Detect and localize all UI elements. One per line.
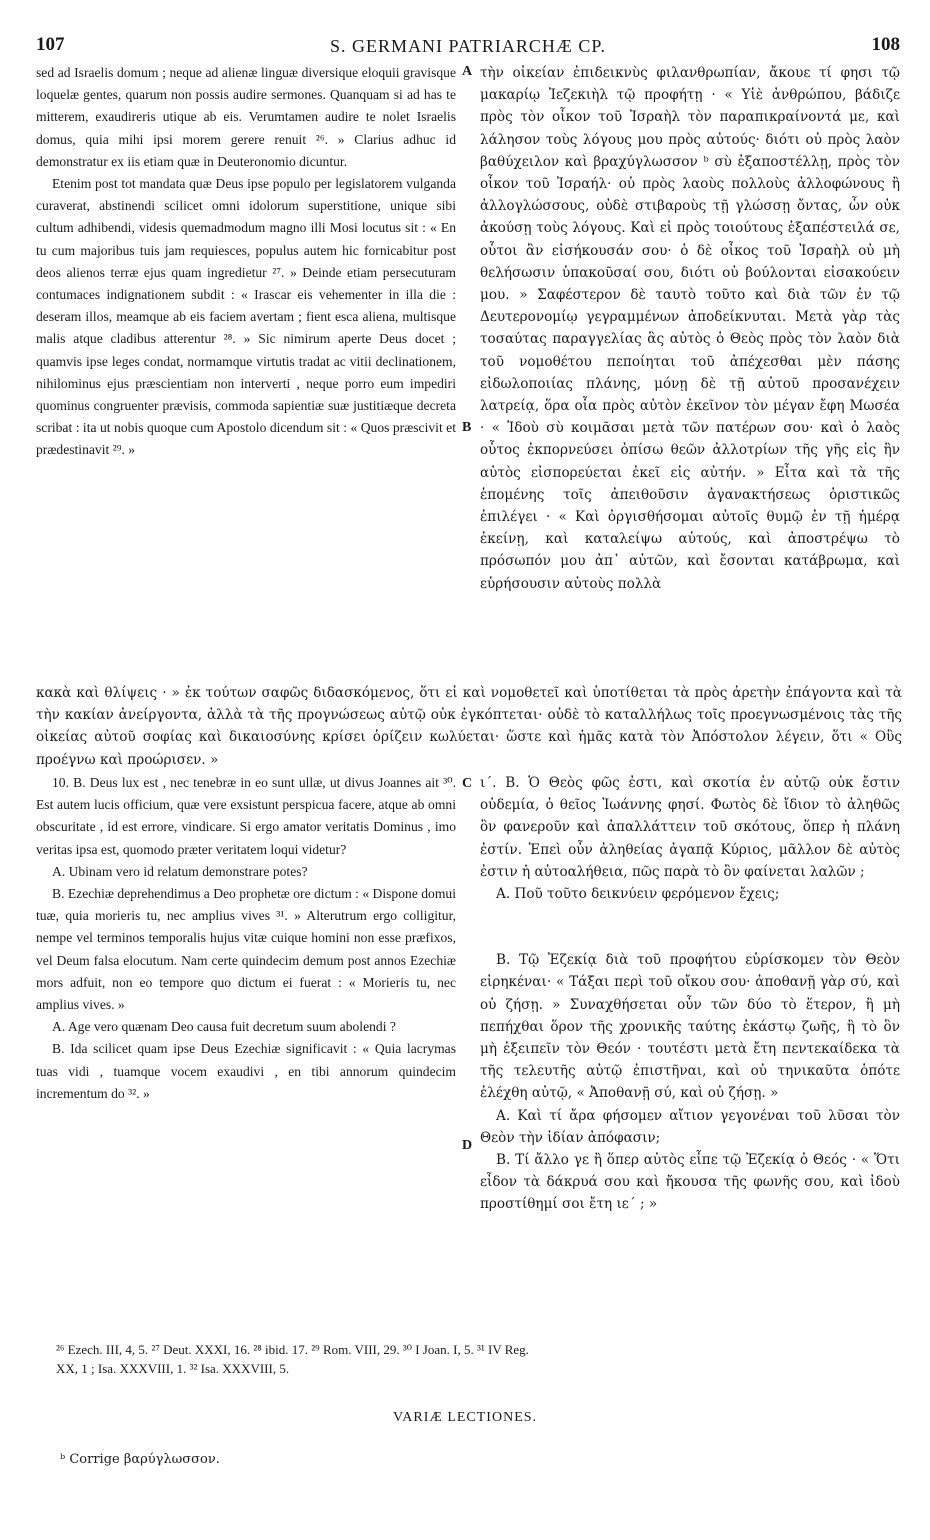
greek-paragraph: Α. Ποῦ τοῦτο δεικνύειν φερόμενον ἔχεις; bbox=[496, 886, 780, 903]
margin-marker-d: D bbox=[462, 1138, 473, 1153]
page-number-left: 107 bbox=[36, 34, 65, 55]
variant-reading-note: ᵇ Corrige βαρύγλωσσον. bbox=[60, 1452, 220, 1467]
greek-paragraph: Β. Τί ἄλλο γε ἢ ὅπερ αὐτὸς εἶπε τῷ Ἐζεκίᾳ ὁ Θεός · « Ὅτι εἶδον τὰ δάκρυά σου καὶ ἤκουσα τῆς φωνῆς σου, καὶ ἰδοὺ προστίθημί σοι ἔτη ιε΄ ; » bbox=[480, 1152, 900, 1213]
latin-paragraph: 10. B. Deus lux est , nec tenebræ in eo sunt ullæ, ut divus Joannes ait ³⁰. Est autem lucis officium, quæ vere exsistunt perspicua facere, atque ab omni obscuritate , id est errore, vindicare. Si ergo amator veritatis Dominus , imo veritas ipsa est, quomodo præter veritatem loqui videtur? bbox=[36, 775, 456, 857]
margin-marker-b: B bbox=[462, 420, 472, 435]
greek-paragraph: Α. Καὶ τί ἄρα φήσομεν αἴτιον γεγονέναι τοῦ λῦσαι τὸν Θεὸν τὴν ἰδίαν ἀπόφασιν; bbox=[480, 1107, 900, 1146]
greek-column-lower bbox=[480, 772, 900, 1216]
latin-column-lower bbox=[36, 772, 456, 1105]
latin-paragraph: B. Ida scilicet quam ipse Deus Ezechiæ significavit : « Quia lacrymas tuas vidi , tuamque vocem exaudivi , en tibi annorum quindecim incrementum do ³². » bbox=[36, 1041, 456, 1101]
greek-column-upper bbox=[480, 62, 900, 595]
footnotes bbox=[56, 1340, 902, 1378]
greek-paragraph: Β. Τῷ Ἐζεκίᾳ διὰ τοῦ προφήτου εὑρίσκομεν τὸν Θεὸν εἰρηκέναι· « Τάξαι περὶ τοῦ οἴκου σου· ἀποθανῇ γὰρ σύ, καὶ οὐ ζήσῃ. » Συναχθήσεται οὖν τῶν δύο τὸ ἕτερον, ἢ μὴ πεπήχθαι ὅρον τῆς χρονικῆς ταύτης ἑκάστῳ ζωῆς, ἢ τὸ ὂν μὴ ἐξειπεῖν τὸν Θεόν · τουτέστι μετὰ ἔτη πεντεκαίδεκα τὰ τῆς τελευτῆς αὐτῷ ἐπιστῆναι, καὶ οὐ τηνικαῦτα ὁπότε ἐλέχθη αὐτῷ, « Ἀποθανῇ σύ, καὶ οὐ ζήσῃ. » bbox=[480, 952, 900, 1102]
greek-paragraph: τὴν οἰκείαν ἐπιδεικνὺς φιλανθρωπίαν, ἄκουε τί φησι τῷ μακαρίῳ Ἰεζεκιὴλ τῷ προφήτῃ · « Υἱὲ ἀνθρώπου, βάδιζε πρὸς τὸν οἶκον τοῦ Ἰσραὴλ τὸν παραπικραίνοντά με, καὶ λάλησον τοὺς λόγους μου πρὸς αὐτούς· διότι οὐ πρὸς λαὸν βαθύχειλον καὶ βραχύγλωσσον ᵇ σὺ ἐξαποστέλλῃ, πρὸς τὸν οἶκον τοῦ Ἰσραήλ· οὐ πρὸς λαοὺς πολλοὺς ἀλλοφώνους ἢ ἀλλογλώσσους, οὐδὲ στιβαροὺς τῇ γλώσσῃ ὄντας, ὧν οὐκ ἀκούσῃ τοὺς λόγους. Καὶ εἰ πρὸς τοιούτους ἐξαπέστειλά σε, οὗτοι ἂν εἰσήκουσάν σου· ὁ δὲ οἶκος τοῦ Ἰσραὴλ οὐ μὴ θελήσωσιν ὑπακοῦσαί σου, διότι οὐ βούλονται εἰσακούειν μου. » Σαφέστερον δὲ ταυτὸ τοῦτο καὶ διὰ τῶν ἐν τῷ Δευτερονομίῳ γεγραμμένων ἀποδείκνυται. Μετὰ γὰρ τὰς τοσαύτας παραγγελίας ἃς αὐτὸς ὁ Θεὸς πρὸς τὸν λαὸν διὰ τοῦ νομοθέτου πεποίηται τοῦ ἀπέχεσθαι μὲν πάσης εἰδωλοποιίας πλάνης, μόνῃ δὲ τῇ αὐτοῦ προσανέχειν λατρείᾳ, ὅρα οἷα πρὸς αὐτὸν ἐκεῖνον τὸν μέγαν ἔφη Μωσέα · « Ἰδοὺ σὺ κοιμᾶσαι μετὰ τῶν πατέρων σου· καὶ ὁ λαὸς οὗτος ἐκπορνεύσει ὀπίσω θεῶν ἀλλοτρίων τῆς γῆς εἰς ἣν αὐτὸς εἰσπορεύεται ἐκεῖ εἰς αὐτήν. » Εἶτα καὶ τὰ τῆς ἑπομένης τοῖς ἀπειθοῦσιν ἀγανακτήσεως ὁριστικῶς ἐπιλέγει · « Καὶ ὀργισθήσομαι αὐτοῖς θυμῷ ἐν τῇ ἡμέρᾳ ἐκείνῃ, καὶ καταλείψω αὐτούς, καὶ ἀποστρέψω τὸ πρόσωπόν μου ἀπ᾽ αὐτῶν, καὶ ἔσονται κατάβρωμα, καὶ εὑρήσουσιν αὐτοὺς πολλὰ bbox=[480, 65, 900, 592]
variae-lectiones-heading: VARIÆ LECTIONES. bbox=[392, 1410, 538, 1425]
margin-marker-a: A bbox=[462, 64, 473, 79]
page-number-right: 108 bbox=[871, 34, 900, 55]
latin-column-upper bbox=[36, 62, 456, 462]
running-header bbox=[36, 34, 900, 60]
greek-paragraph: ι΄. Β. Ὁ Θεὸς φῶς ἐστι, καὶ σκοτία ἐν αὐτῷ οὐκ ἔστιν οὐδεμία, ὁ θεῖος Ἰωάννης φησί. Φωτὸς δὲ ἴδιον τὸ ἀληθῶς ὂν φανεροῦν καὶ ἀπαλλάττειν τοῦ σκότους, ὅπερ ἡ πλάνη ἐστίν. Ἐπεὶ οὖν ἀληθείας ἀγαπᾷ Κύριος, μᾶλλον δὲ αὐτὸς ἐστιν ἡ αὐτοαλήθεια, πῶς παρὰ τὸ ὂν φαίνεται λαλῶν ; bbox=[480, 775, 900, 880]
margin-marker-c: C bbox=[462, 776, 473, 791]
footnote-line: ²⁶ Ezech. III, 4, 5. ²⁷ Deut. XXXI, 16. ²⁸ ibid. 17. ²⁹ Rom. VIII, 29. ³⁰ I Joan. I, 5. ³¹ IV Reg. bbox=[56, 1342, 529, 1357]
running-title: S. GERMANI PATRIARCHÆ CP. bbox=[330, 36, 606, 56]
greek-paragraph: κακὰ καὶ θλίψεις · » ἐκ τούτων σαφῶς διδασκόμενος, ὅτι εἰ καὶ νομοθετεῖ καὶ ὑποτίθεται τὰ πρὸς ἀρετὴν ἐπάγοντα καὶ τὰ τὴν κακίαν ἀνείργοντα, ἀλλὰ τὰ τῆς προγνώσεως αὐτῷ οὐκ ἐγκόπτεται· οὐδὲ τὸ καταλλήλως τοῖς προεγνωσμένοις τὰς τῆς οἰκείας αὐτοῦ σοφίας καὶ δικαιοσύνης κρίσει ὁρίζειν κωλύεται· ὥστε καὶ ἡμᾶς κατὰ τὸν Ἀπόστολον λέγειν, ὅτι « Οὓς προέγνω καὶ προώρισεν. » bbox=[36, 685, 902, 768]
footnote-line: XX, 1 ; Isa. XXXVIII, 1. ³² Isa. XXXVIII, 5. bbox=[56, 1361, 290, 1376]
latin-paragraph: A. Ubinam vero id relatum demonstrare potes? bbox=[52, 863, 308, 879]
latin-paragraph: sed ad Israelis domum ; neque ad alienæ linguæ diversique eloquii gravisque loquelæ gentes, quarum non possis audire sermones. Quanquam si ad has te mitterem, exaudireris utique ab eis. Verumtamen audire te nolet Israelis domus, quia mihi ipsi morem gerere renuit ²⁶. » Clarius adhuc id demonstratur ex iis etiam quæ in Deuteronomio dicuntur. bbox=[36, 65, 456, 169]
latin-paragraph: Etenim post tot mandata quæ Deus ipse populo per legislatorem vulganda curaverat, abstinendi scilicet omni idolorum superstitione, unique sibi cultum adhibendi, videsis quemadmodum magno illi Mosi locutus sit : « En tu cum majoribus tuis jam requiesces, populus autem hic fornicabitur post deos alienos terræ ejus quam ingredietur ²⁷. » Deinde etiam persecuturam contumaces indignationem subdit : « Irascar eis vehementer in illa die : deseram illos, meamque ab eis faciem avertam ; fient esca aliena, multisque malis atque cladibus atterentur ²⁸. » Sic nimirum aperte Deus docet ; quamvis ipse leges condat, normamque virtutis tradat ac vitii declinationem, nihilominus ejus præscientiam non interverti , neque porro eum impediri quominus congruenter prævisis, commoda sapientiæ suæ justitiæque decreta scribat : ita ut nobis quoque cum Apostolo dicendum sit : « Quos præscivit et prædestinavit ²⁹. » bbox=[36, 176, 456, 458]
latin-paragraph: A. Age vero quænam Deo causa fuit decretum suum abolendi ? bbox=[52, 1019, 396, 1035]
greek-full-width-passage bbox=[36, 682, 902, 771]
latin-paragraph: B. Ezechiæ deprehendimus a Deo prophetæ ore dictum : « Dispone domui tuæ, quia morieris tu, nec amplius vives ³¹. » Alterutrum ergo colligitur, nempe vel terminos temporalis hujus vitæ cuique homini non esse præfixos, vel Deum falsa elocutum. Nam certe quindecim demum post annos Ezechiæ mors adfuit, non eo tempore quo dictum ei fuerat : « Morieris tu, nec amplius vives. » bbox=[36, 886, 456, 1013]
